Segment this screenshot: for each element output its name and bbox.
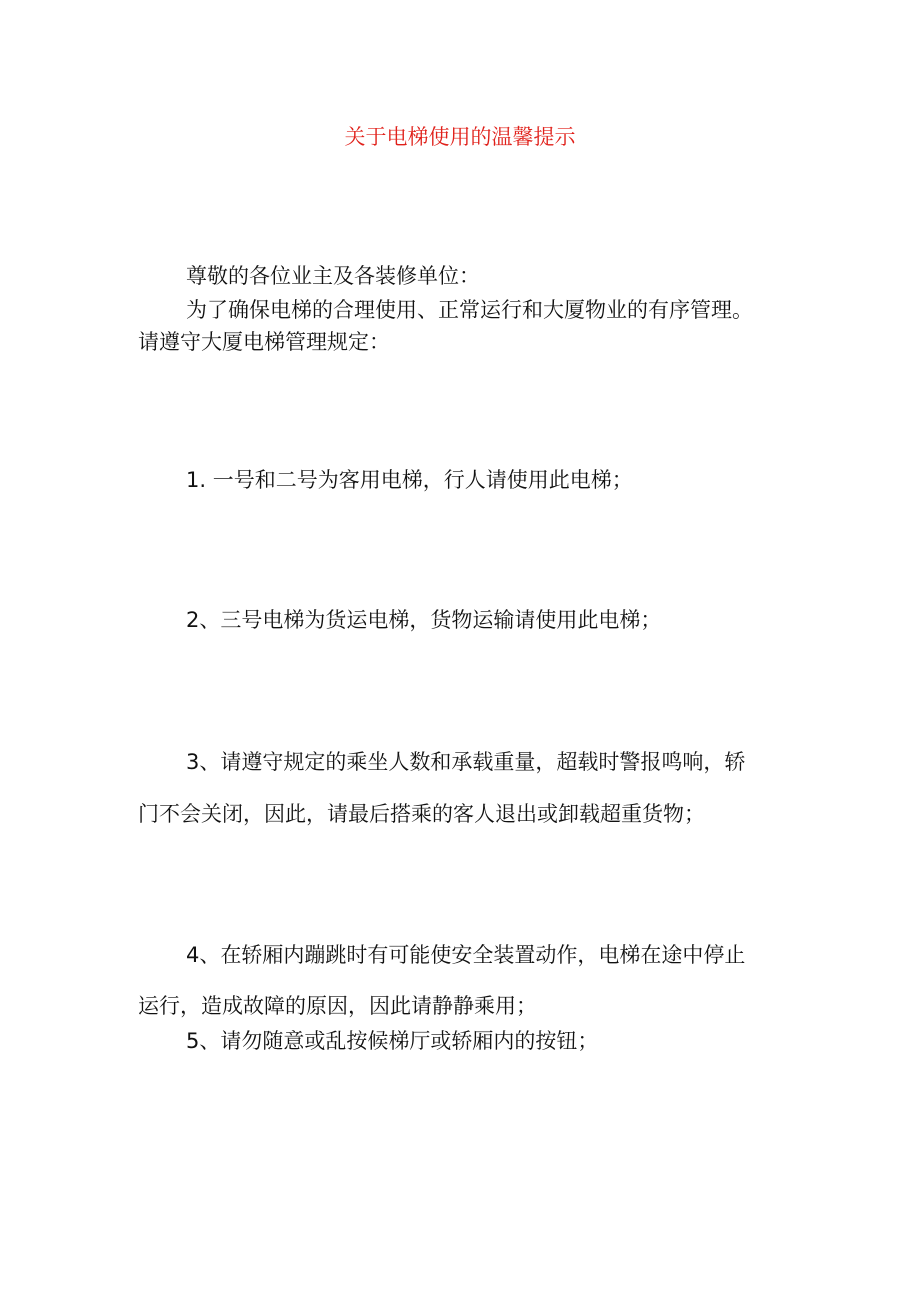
page-title: 关于电梯使用的温馨提示 [344,125,576,149]
intro-line-1: 为了确保电梯的合理使用、正常运行和大厦物业的有序管理。 [186,298,753,322]
greeting: 尊敬的各位业主及各装修单位： [186,264,480,288]
rule-4-line-1: 4、在轿厢内蹦跳时有可能使安全装置动作，电梯在途中停止 [186,943,746,967]
rule-3-line-1: 3、请遵守规定的乘坐人数和承载重量，超载时警报鸣响，轿 [186,750,746,774]
intro-line-2: 请遵守大厦电梯管理规定： [138,330,390,354]
rule-5: 5、请勿随意或乱按候梯厅或轿厢内的按钮； [186,1029,599,1053]
rule-1: 1. 一号和二号为客用电梯，行人请使用此电梯； [186,468,633,492]
rule-3-line-2: 门不会关闭，因此，请最后搭乘的客人退出或卸载超重货物； [138,802,705,826]
rule-4-line-2: 运行，造成故障的原因，因此请静静乘用； [138,994,537,1018]
rule-2: 2、三号电梯为货运电梯，货物运输请使用此电梯； [186,608,662,632]
